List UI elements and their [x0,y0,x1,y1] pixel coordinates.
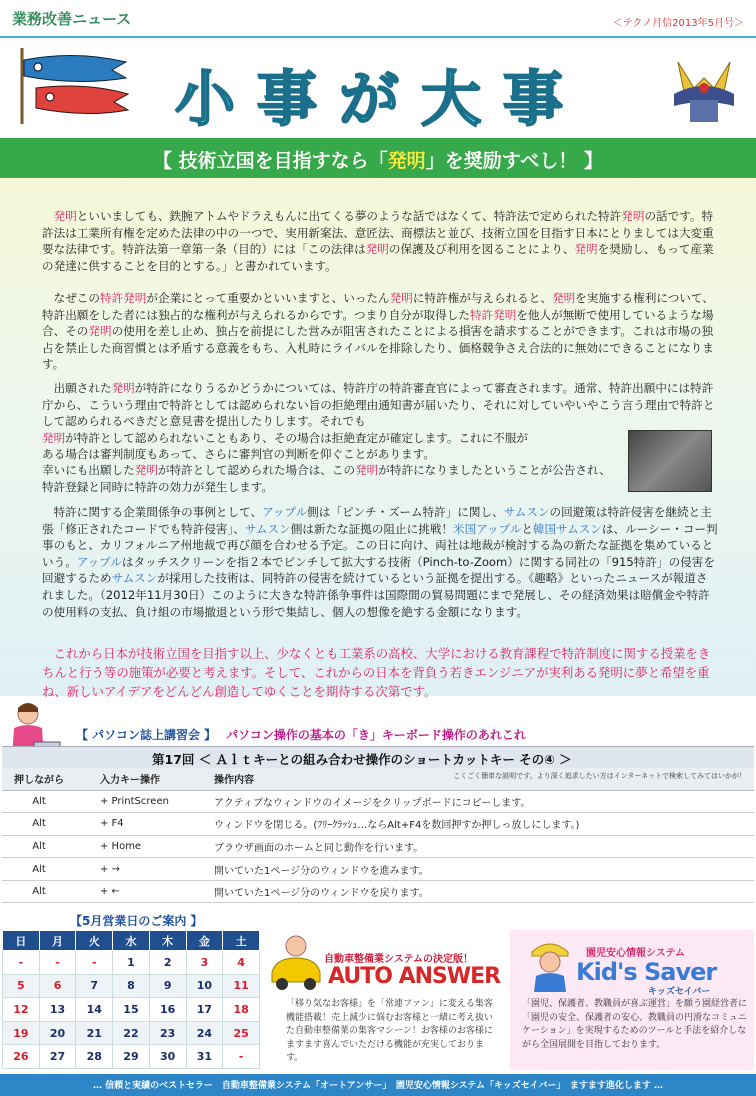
table-row [2,790,754,813]
calendar-day: 1 [113,951,150,975]
weekday-header: 木 [149,931,186,951]
text-run: 出願された [53,381,112,395]
row-key: + ← [76,880,198,903]
headline-band [0,138,756,178]
calendar-day: 30 [149,1045,186,1069]
company-name: 米国アップル [453,521,522,536]
text-run: の回避策は特許侵害を継続と主張「修正されたコードでも特許侵害」、 [42,505,712,536]
shortcut-table [2,768,754,903]
weekday-header: 水 [113,931,150,951]
text-run: ある場合は審判制度もあって、さらに審判官の判断を仰ぐことがあります。 [42,447,435,461]
calendar-day: 27 [39,1045,76,1069]
text-run: は、ルーシー・コー判事のもと、カリフォルニア州地裁で再び顔を合わせる予定。この日に向け、両社は地裁が検討する為の新たな証拠を集めているという。 [42,521,718,569]
text-run: 側は「ピンチ・ズーム特許」に関し、 [307,505,504,519]
col-desc-label: 操作内容 [214,775,254,787]
pc-lesson-subtitle: パソコン操作の基本の「き」キーボード操作のあれこれ [226,728,526,742]
text-run: に特許権が与えられると、 [412,291,552,305]
calendar-day: - [3,951,40,975]
text-run: 特許に関する企業間係争の事例として、 [53,505,263,519]
weekday-header: 日 [3,931,40,951]
keyword-term: 発明 [88,324,112,339]
row-desc: 開いていた1ページ分のウィンドウを進みます。 [198,858,754,881]
calendar-week [3,974,260,998]
calendar-day: 17 [186,998,223,1022]
conclusion-text: これから日本が技術立国を目指す以上、少なくとも工業系の高校、大学における教育課程で特許制度に関する授業をきちんと行う等の施策が必要と考えます。そして、これからの日本を背負う若きエンジニアが実利ある発明に夢と希望を重ね、新しいアイデアをどんどん創造してゆくことを期待する次第です。 [42,646,711,699]
company-name: 韓国サムスン [532,521,602,536]
table-row [2,858,754,881]
row-desc: ウィンドウを閉じる。(ﾌﾘｰｸﾗｯｼｭ…ならAlt+F4を数回押すか押しっ放しにします。) [198,813,754,836]
keyword-term: 発明 [53,209,77,223]
calendar-day: 19 [3,1021,40,1045]
calendar-day: 31 [186,1045,223,1069]
row-hold: Alt [2,813,76,836]
calendar-day: 9 [149,974,186,998]
headline-open: 【 技術立国を目指すなら「 [153,150,388,172]
text-run: を奨励し、もって産業の発達に供することを目的とする。」と書かれています。 [42,242,714,273]
calendar-week [3,1045,260,1069]
weekday-header: 月 [39,931,76,951]
calendar-week [3,1021,260,1045]
col-desc [198,768,754,790]
calendar-weekday-row [3,931,260,951]
article-paragraph-3 [42,380,718,430]
auto-answer-logo: AUTO ANSWER [328,964,501,989]
calendar-day: 8 [113,974,150,998]
kids-saver-desc: 「園児、保護者、教職員が喜ぶ運営」を願う園経営者に「園児の安全、保護者の安心、教職員の円滑なコミュニケーション」を実現するためのツールと手法を紹介しながら全国展開を目指しております。 [522,999,748,1050]
calendar-day: 25 [223,1021,260,1045]
calendar-day: 7 [76,974,113,998]
text-run: が特許として認められた場合は、この [157,463,356,477]
headline [0,146,756,173]
row-hold: Alt [2,790,76,813]
footer-text: … 信頼と実績のベストセラー 自動車整備業システム「オートアンサー」 園児安心情報システム「キッズセイバー」 ますます進化します … [93,1081,663,1091]
calendar-day: 20 [39,1021,76,1045]
text-run: と [521,521,533,536]
row-key: + PrintScreen [76,790,198,813]
ad-kids-saver[interactable] [510,930,754,1070]
calendar-day: 12 [3,998,40,1022]
headline-close: 」を奨励すべし！ 】 [425,150,603,172]
keyword-term: 特許発明 [99,291,147,305]
shortcut-table-header [2,768,754,790]
text-run: の使用を差し止め、独占を前提にした営みが阻害されたことによる損害を請求することができます。これは市場の独占を禁止した商習慣とは矛盾する意義をもち、入札時にライバルを排除したり、価格競争さえ合法的に無効にできることになります。 [42,324,714,372]
row-key: + → [76,858,198,881]
calendar-day: 3 [186,951,223,975]
text-run: が採用した技術は、同特許の侵害を続けているという証拠を提出する。《趣略》といったニュースが報道されました。（2012年11月30日）このように大きな特許係争事件は国際間の貿易問題にまで発展し、その経済効果は賠償金や特許の使用料の支払、負け組の市場撤退という形で集結し、個人の想像を絶する金額になります。 [42,571,710,619]
keyword-term: 発明 [389,291,413,305]
calendar-day: 22 [113,1021,150,1045]
weekday-header: 火 [76,931,113,951]
text-run: の話です。特許法は工業所有権を定めた法律の中の一つで、実用新案法、意匠法、商標法と並び、技術立国を目指す日本にとりましては大変重要な法律です。特許法第一章第一条（目的）には「この法律は [42,209,714,257]
koinobori-icon [16,46,136,126]
ad-auto-answer[interactable] [262,930,506,1070]
auto-answer-lead: 自動車整備業システムの決定版！ [324,954,473,965]
calendar-day: 18 [223,998,260,1022]
calendar-day: - [76,951,113,975]
text-run: を実施する権利について、特許出願をした者には独占的な権利が与えられるからです。つまり自分が取得した [42,291,714,322]
table-row [2,813,754,836]
calendar-day: 4 [223,951,260,975]
calendar-day: 28 [76,1045,113,1069]
calendar-day: 24 [186,1021,223,1045]
row-hold: Alt [2,835,76,858]
business-day-calendar [2,930,260,1069]
lesson-title-bar [2,746,754,768]
keyword-term: 発明 [134,463,158,477]
top-bar [0,0,756,38]
issue-label: ＜テクノ月信2013年5月号＞ [612,18,744,29]
patent-photo [628,430,712,492]
keyword-term: 発明 [621,209,645,223]
text-run: が特許になりうるかどうかについては、特許庁の特許審査官によって審査されます。通常、特許出願中には特許庁から、こういう理由で特許としては認められない旨の拒絶理由通知書が届いたり、それに対していやいやこう言う理由で特許として認められるべきだと意見書を提出したりします。それでも [42,381,715,429]
lesson-title: 第17回 ＜ Ａｌｔキーとの組み合わせ操作のショートカットキー その④ ＞ [152,752,572,767]
article-paragraph-2 [42,290,718,373]
text-run: が企業にとって重要かといいますと、いったん [146,291,390,305]
weekday-header: 土 [223,931,260,951]
headline-highlight: 発明 [387,150,426,172]
calendar-day: 6 [39,974,76,998]
calendar-day: 10 [186,974,223,998]
row-hold: Alt [2,880,76,903]
keyword-term: 発明 [42,431,66,445]
keyword-term: 発明 [355,463,379,477]
article-paragraph-8 [42,504,718,620]
kids-saver-logo: Kid's Saver [576,958,717,986]
article-conclusion [42,644,718,701]
kids-saver-lead: 園児安心情報システム [586,948,685,959]
calendar-day: 29 [113,1045,150,1069]
text-run: といいましても、鉄腕アトムやドラえもんに出てくる夢のような話ではなくて、特許法で定められた特許 [76,209,622,223]
calendar-day: 5 [3,974,40,998]
company-name: サムスン [111,571,158,586]
text-run: の保護及び利用を図ることにより、 [388,242,575,257]
auto-answer-desc: 「移り気なお客様」を「常連ファン」に変える集客機能搭載！売上減少に悩むお客様と一緒に考え抜いた自動車整備業の集客マシーン！お客様のお客様にますます喜んでいただける機能が充実しております。 [286,999,494,1064]
company-name: アップル [76,554,122,569]
newsletter-category: 業務改善ニュース [12,10,132,28]
keyword-term: 発明 [551,291,576,305]
calendar-day: 2 [149,951,186,975]
calendar-week [3,998,260,1022]
weekday-header: 金 [186,931,223,951]
row-key: + Home [76,835,198,858]
footer-bar [0,1074,756,1096]
text-run: 幸いにも出願した [42,463,135,477]
table-note: こくごく簡単な説明です。より深く追求したい方はインターネットで検索してみてはいかが！ [453,772,746,781]
row-key: + F4 [76,813,198,836]
keyword-term: 発明 [111,381,135,395]
article-paragraph-1 [42,208,718,274]
text-run: 側は新たな証拠の阻止に挑戦！ [290,521,454,536]
pc-lesson-heading: 【 パソコン誌上講習会 】 [76,728,217,742]
calendar-day: 15 [113,998,150,1022]
keyword-term: 発明 [574,242,598,257]
text-run: はタッチスクリーンを指２本でピンチして拡大する技術（Pinch-to-Zoom）に関する同社の「915特許」の侵害を回避するため [42,554,715,586]
col-key: 入力キー操作 [76,768,198,790]
calendar-day: 23 [149,1021,186,1045]
calendar-day: - [223,1045,260,1069]
article-paragraph-6 [42,462,622,495]
company-name: アップル [262,505,308,519]
calendar-week [3,951,260,975]
company-name: サムスン [244,521,291,536]
table-row [2,880,754,903]
row-desc: ブラウザ画面のホームと同じ動作を行います。 [198,835,754,858]
masthead [0,38,756,138]
calendar-day: 26 [3,1045,40,1069]
col-hold: 押しながら [2,768,76,790]
kid-mascot-icon [524,936,576,994]
pc-lesson-label [76,726,526,743]
article-paragraph-4 [42,430,622,447]
text-run: を他人が無断で使用しているような場合、その [42,307,714,339]
article-paragraph-5 [42,446,622,463]
row-desc: アクティブなウィンドウのイメージをクリップボードにコピーします。 [198,790,754,813]
text-run: が特許になりましたということが公告され、特許登録と同時に特許の効力が発生します。 [42,463,611,494]
car-mascot-icon [266,932,326,994]
keyword-term: 発明 [365,242,389,257]
calendar-title: 【5月営業日のご案内 】 [70,914,203,928]
calendar-day: 16 [149,998,186,1022]
company-name: サムスン [503,505,550,519]
calendar-day: 21 [76,1021,113,1045]
row-desc: 開いていた1ページ分のウィンドウを戻ります。 [198,880,754,903]
calendar-day: 14 [76,998,113,1022]
kids-saver-subtitle: キッズセイバー [648,987,711,997]
kabuto-helmet-icon [664,48,744,128]
calendar-day: 11 [223,974,260,998]
text-run: が特許として認められないこともあり、その場合は拒絶査定が確定します。これに不服が [65,431,529,445]
table-row [2,835,754,858]
masthead-title: 小事が大事 [175,65,585,135]
calendar-day: - [39,951,76,975]
row-hold: Alt [2,858,76,881]
text-run: なぜこの [53,291,100,305]
keyword-term: 特許発明 [469,307,517,322]
calendar-day: 13 [39,998,76,1022]
